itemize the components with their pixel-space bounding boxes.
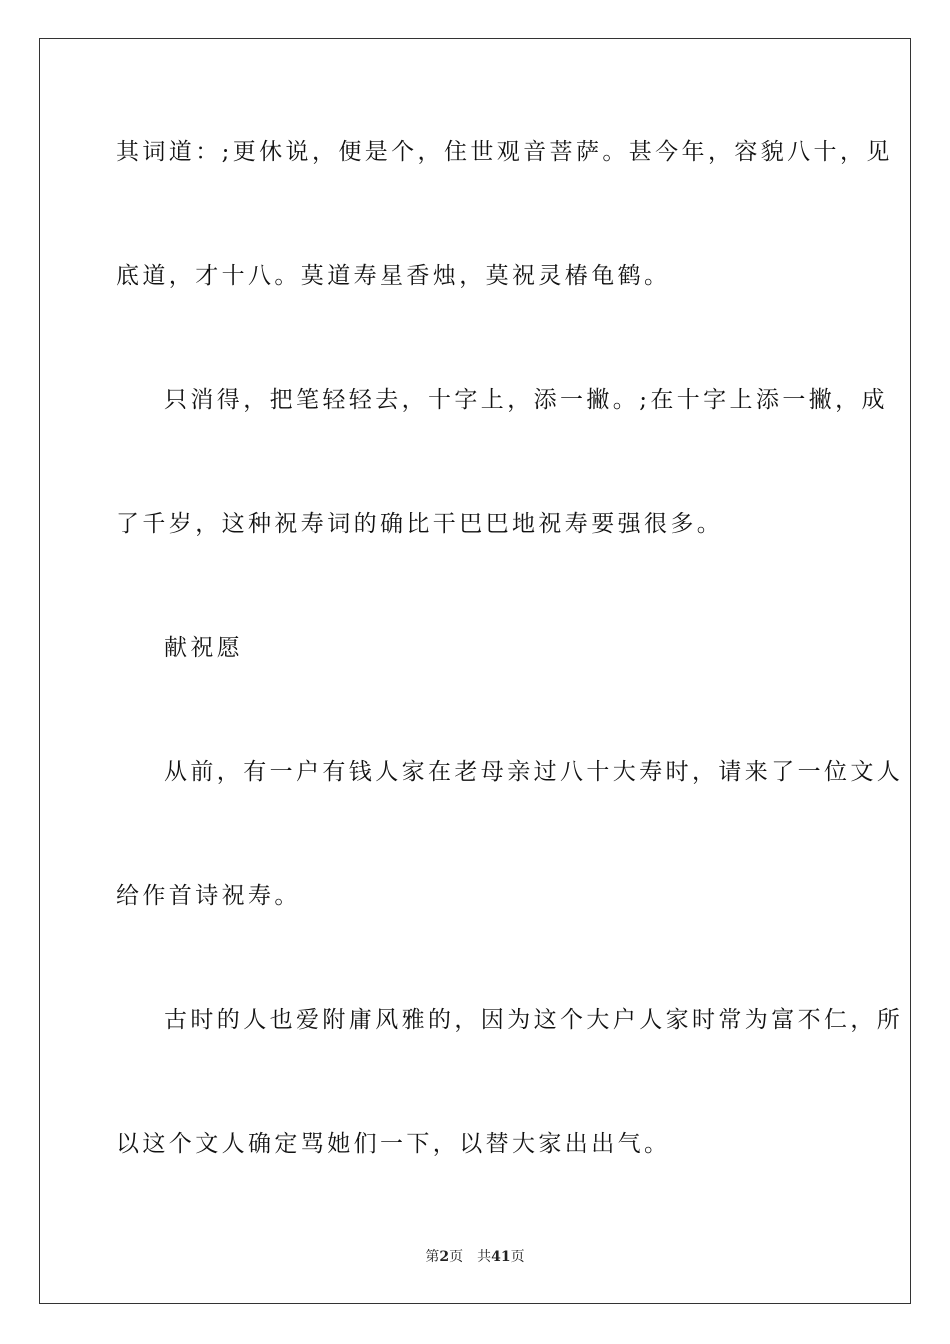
text-line-8: 古时的人也爱附庸风雅的，因为这个大户人家时常为富不仁，所 — [164, 1007, 904, 1033]
text-line-6: 从前，有一户有钱人家在老母亲过八十大寿时，请来了一位文人 — [164, 759, 904, 785]
total-pages: 41 — [491, 1249, 511, 1265]
page-border — [39, 38, 911, 1304]
total-prefix: 共 — [477, 1249, 492, 1265]
text-line-3: 只消得，把笔轻轻去，十字上，添一撇。;在十字上添一撇，成 — [164, 387, 888, 413]
text-line-9: 以这个文人确定骂她们一下，以替大家出出气。 — [116, 1131, 671, 1157]
text-line-1: 其词道：;更休说，便是个，住世观音菩萨。甚今年，容貌八十，见 — [116, 139, 893, 165]
total-suffix: 页 — [510, 1249, 525, 1265]
page-prefix: 第 — [425, 1249, 440, 1265]
section-heading: 献祝愿 — [164, 635, 244, 661]
text-line-7: 给作首诗祝寿。 — [116, 883, 301, 909]
page-number: 2 — [439, 1249, 450, 1265]
text-line-4: 了千岁，这种祝寿词的确比干巴巴地祝寿要强很多。 — [116, 511, 724, 537]
text-line-2: 底道，才十八。莫道寿星香烛，莫祝灵椿龟鹤。 — [116, 263, 671, 289]
page-suffix: 页 — [449, 1249, 464, 1265]
page-footer — [0, 1246, 950, 1266]
